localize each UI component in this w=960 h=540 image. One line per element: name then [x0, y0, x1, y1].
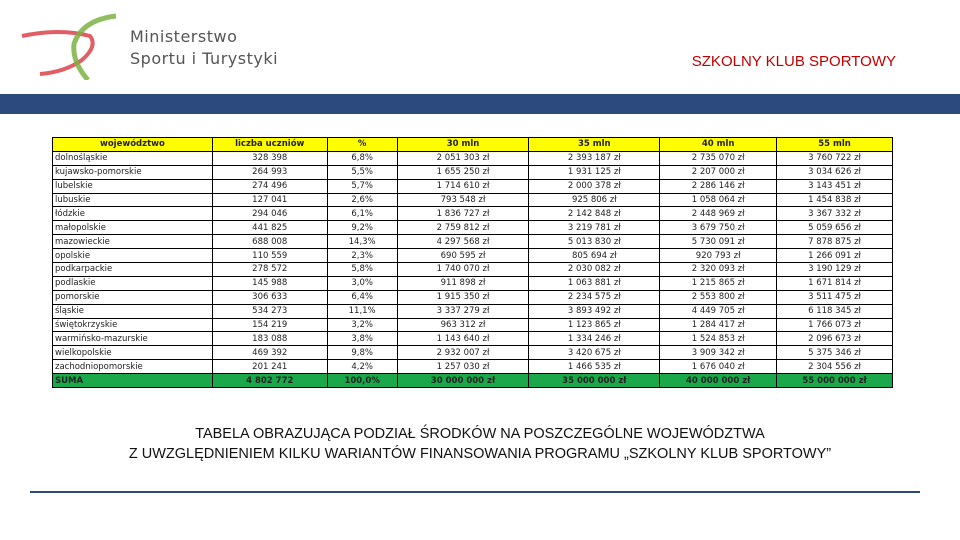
column-header: województwo [53, 138, 213, 152]
value-cell: 469 392 [212, 346, 327, 360]
column-header: 30 mln [397, 138, 529, 152]
allocation-table [52, 137, 893, 388]
value-cell: 11,1% [327, 304, 397, 318]
value-cell: 2 320 093 zł [660, 263, 777, 277]
value-cell: 4 297 568 zł [397, 235, 529, 249]
value-cell: 3 219 781 zł [529, 221, 660, 235]
value-cell: 805 694 zł [529, 249, 660, 263]
voivodeship-cell: małopolskie [53, 221, 213, 235]
value-cell: 1 257 030 zł [397, 360, 529, 374]
value-cell: 2 096 673 zł [777, 332, 893, 346]
value-cell: 925 806 zł [529, 193, 660, 207]
value-cell: 1 671 814 zł [777, 276, 893, 290]
voivodeship-cell: warmińsko-mazurskie [53, 332, 213, 346]
column-header: % [327, 138, 397, 152]
caption-line2: Z UWZGLĘDNIENIEM KILKU WARIANTÓW FINANSOWANIA PROGRAMU „SZKOLNY KLUB SPORTOWY” [128, 446, 832, 462]
value-cell: 690 595 zł [397, 249, 529, 263]
value-cell: 5,5% [327, 165, 397, 179]
value-cell: 2 735 070 zł [660, 151, 777, 165]
voivodeship-cell: podkarpackie [53, 263, 213, 277]
ministry-line2: Sportu i Turystyki [130, 49, 279, 68]
value-cell: 5 375 346 zł [777, 346, 893, 360]
value-cell: 3 909 342 zł [660, 346, 777, 360]
value-cell: 1 766 073 zł [777, 318, 893, 332]
value-cell: 1 931 125 zł [529, 165, 660, 179]
value-cell: 3 190 129 zł [777, 263, 893, 277]
value-cell: 154 219 [212, 318, 327, 332]
value-cell: 3,8% [327, 332, 397, 346]
value-cell: 1 655 250 zł [397, 165, 529, 179]
column-header: liczba uczniów [212, 138, 327, 152]
voivodeship-cell: łódzkie [53, 207, 213, 221]
table-caption [0, 424, 960, 464]
value-cell: 688 008 [212, 235, 327, 249]
value-cell: 911 898 zł [397, 276, 529, 290]
value-cell: 5,8% [327, 263, 397, 277]
ministry-logo-icon [20, 10, 130, 80]
value-cell: 306 633 [212, 290, 327, 304]
value-cell: 920 793 zł [660, 249, 777, 263]
value-cell: 2 000 378 zł [529, 179, 660, 193]
value-cell: 14,3% [327, 235, 397, 249]
value-cell: 7 878 875 zł [777, 235, 893, 249]
value-cell: 2 304 556 zł [777, 360, 893, 374]
value-cell: 110 559 [212, 249, 327, 263]
voivodeship-cell: pomorskie [53, 290, 213, 304]
table-row [53, 318, 893, 332]
value-cell: 3 143 451 zł [777, 179, 893, 193]
value-cell: 5 013 830 zł [529, 235, 660, 249]
value-cell: 963 312 zł [397, 318, 529, 332]
value-cell: 1 334 246 zł [529, 332, 660, 346]
table-row [53, 360, 893, 374]
value-cell: 1 123 865 zł [529, 318, 660, 332]
value-cell: 2,3% [327, 249, 397, 263]
value-cell: 1 266 091 zł [777, 249, 893, 263]
value-cell: 2 393 187 zł [529, 151, 660, 165]
column-header: 35 mln [529, 138, 660, 152]
voivodeship-cell: opolskie [53, 249, 213, 263]
value-cell: 5 059 656 zł [777, 221, 893, 235]
footer-rule [30, 491, 920, 493]
value-cell: 55 000 000 zł [777, 374, 893, 388]
value-cell: 278 572 [212, 263, 327, 277]
value-cell: 294 046 [212, 207, 327, 221]
value-cell: 1 466 535 zł [529, 360, 660, 374]
value-cell: 2 448 969 zł [660, 207, 777, 221]
value-cell: 201 241 [212, 360, 327, 374]
value-cell: 4 449 705 zł [660, 304, 777, 318]
header-band [0, 94, 960, 114]
value-cell: 2 142 848 zł [529, 207, 660, 221]
table-row [53, 165, 893, 179]
column-header: 55 mln [777, 138, 893, 152]
value-cell: 1 215 865 zł [660, 276, 777, 290]
value-cell: 2 207 000 zł [660, 165, 777, 179]
table-row [53, 263, 893, 277]
table-row [53, 151, 893, 165]
ministry-line1: Ministerstwo [130, 27, 238, 46]
value-cell: 3,2% [327, 318, 397, 332]
value-cell: 9,2% [327, 221, 397, 235]
value-cell: 6,8% [327, 151, 397, 165]
voivodeship-cell: kujawsko-pomorskie [53, 165, 213, 179]
table-row [53, 249, 893, 263]
voivodeship-cell: śląskie [53, 304, 213, 318]
value-cell: 2 932 007 zł [397, 346, 529, 360]
value-cell: 183 088 [212, 332, 327, 346]
value-cell: 2 030 082 zł [529, 263, 660, 277]
table-row [53, 276, 893, 290]
value-cell: 3 034 626 zł [777, 165, 893, 179]
table-row [53, 207, 893, 221]
voivodeship-cell: dolnośląskie [53, 151, 213, 165]
column-header: 40 mln [660, 138, 777, 152]
value-cell: 1 063 881 zł [529, 276, 660, 290]
value-cell: 793 548 zł [397, 193, 529, 207]
caption-line1: TABELA OBRAZUJĄCA PODZIAŁ ŚRODKÓW NA POSZCZEGÓLNE WOJEWÓDZTWA [195, 426, 765, 442]
value-cell: 2 051 303 zł [397, 151, 529, 165]
value-cell: 9,8% [327, 346, 397, 360]
value-cell: 127 041 [212, 193, 327, 207]
table-row [53, 346, 893, 360]
value-cell: 1 676 040 zł [660, 360, 777, 374]
value-cell: 3 511 475 zł [777, 290, 893, 304]
sum-row [53, 374, 893, 388]
value-cell: 3 337 279 zł [397, 304, 529, 318]
value-cell: 3 760 722 zł [777, 151, 893, 165]
value-cell: 2 286 146 zł [660, 179, 777, 193]
value-cell: 441 825 [212, 221, 327, 235]
table-row [53, 193, 893, 207]
value-cell: 3 893 492 zł [529, 304, 660, 318]
value-cell: 30 000 000 zł [397, 374, 529, 388]
value-cell: 3 679 750 zł [660, 221, 777, 235]
value-cell: 264 993 [212, 165, 327, 179]
value-cell: 534 273 [212, 304, 327, 318]
value-cell: 274 496 [212, 179, 327, 193]
voivodeship-cell: lubelskie [53, 179, 213, 193]
value-cell: 5 730 091 zł [660, 235, 777, 249]
voivodeship-cell: zachodniopomorskie [53, 360, 213, 374]
value-cell: 1 836 727 zł [397, 207, 529, 221]
value-cell: 1 454 838 zł [777, 193, 893, 207]
table-row [53, 332, 893, 346]
table-row [53, 235, 893, 249]
voivodeship-cell: świętokrzyskie [53, 318, 213, 332]
value-cell: 1 524 853 zł [660, 332, 777, 346]
voivodeship-cell: podlaskie [53, 276, 213, 290]
value-cell: 5,7% [327, 179, 397, 193]
table-row [53, 304, 893, 318]
value-cell: 3 420 675 zł [529, 346, 660, 360]
value-cell: 2 234 575 zł [529, 290, 660, 304]
value-cell: 6 118 345 zł [777, 304, 893, 318]
value-cell: 3 367 332 zł [777, 207, 893, 221]
value-cell: 145 988 [212, 276, 327, 290]
value-cell: 40 000 000 zł [660, 374, 777, 388]
table-header-row [53, 138, 893, 152]
voivodeship-cell: mazowieckie [53, 235, 213, 249]
value-cell: 2,6% [327, 193, 397, 207]
value-cell: 1 915 350 zł [397, 290, 529, 304]
table-row [53, 290, 893, 304]
voivodeship-cell: wielkopolskie [53, 346, 213, 360]
value-cell: 4,2% [327, 360, 397, 374]
value-cell: 1 143 640 zł [397, 332, 529, 346]
value-cell: 1 284 417 zł [660, 318, 777, 332]
voivodeship-cell: lubuskie [53, 193, 213, 207]
value-cell: 35 000 000 zł [529, 374, 660, 388]
value-cell: 6,1% [327, 207, 397, 221]
slide-title: SZKOLNY KLUB SPORTOWY [691, 53, 896, 70]
value-cell: 2 759 812 zł [397, 221, 529, 235]
value-cell: 100,0% [327, 374, 397, 388]
value-cell: 1 058 064 zł [660, 193, 777, 207]
ministry-name [130, 26, 278, 70]
value-cell: 1 740 070 zł [397, 263, 529, 277]
voivodeship-cell: SUMA [53, 374, 213, 388]
value-cell: 4 802 772 [212, 374, 327, 388]
value-cell: 3,0% [327, 276, 397, 290]
table-row [53, 179, 893, 193]
value-cell: 6,4% [327, 290, 397, 304]
value-cell: 2 553 800 zł [660, 290, 777, 304]
value-cell: 328 398 [212, 151, 327, 165]
value-cell: 1 714 610 zł [397, 179, 529, 193]
table-row [53, 221, 893, 235]
